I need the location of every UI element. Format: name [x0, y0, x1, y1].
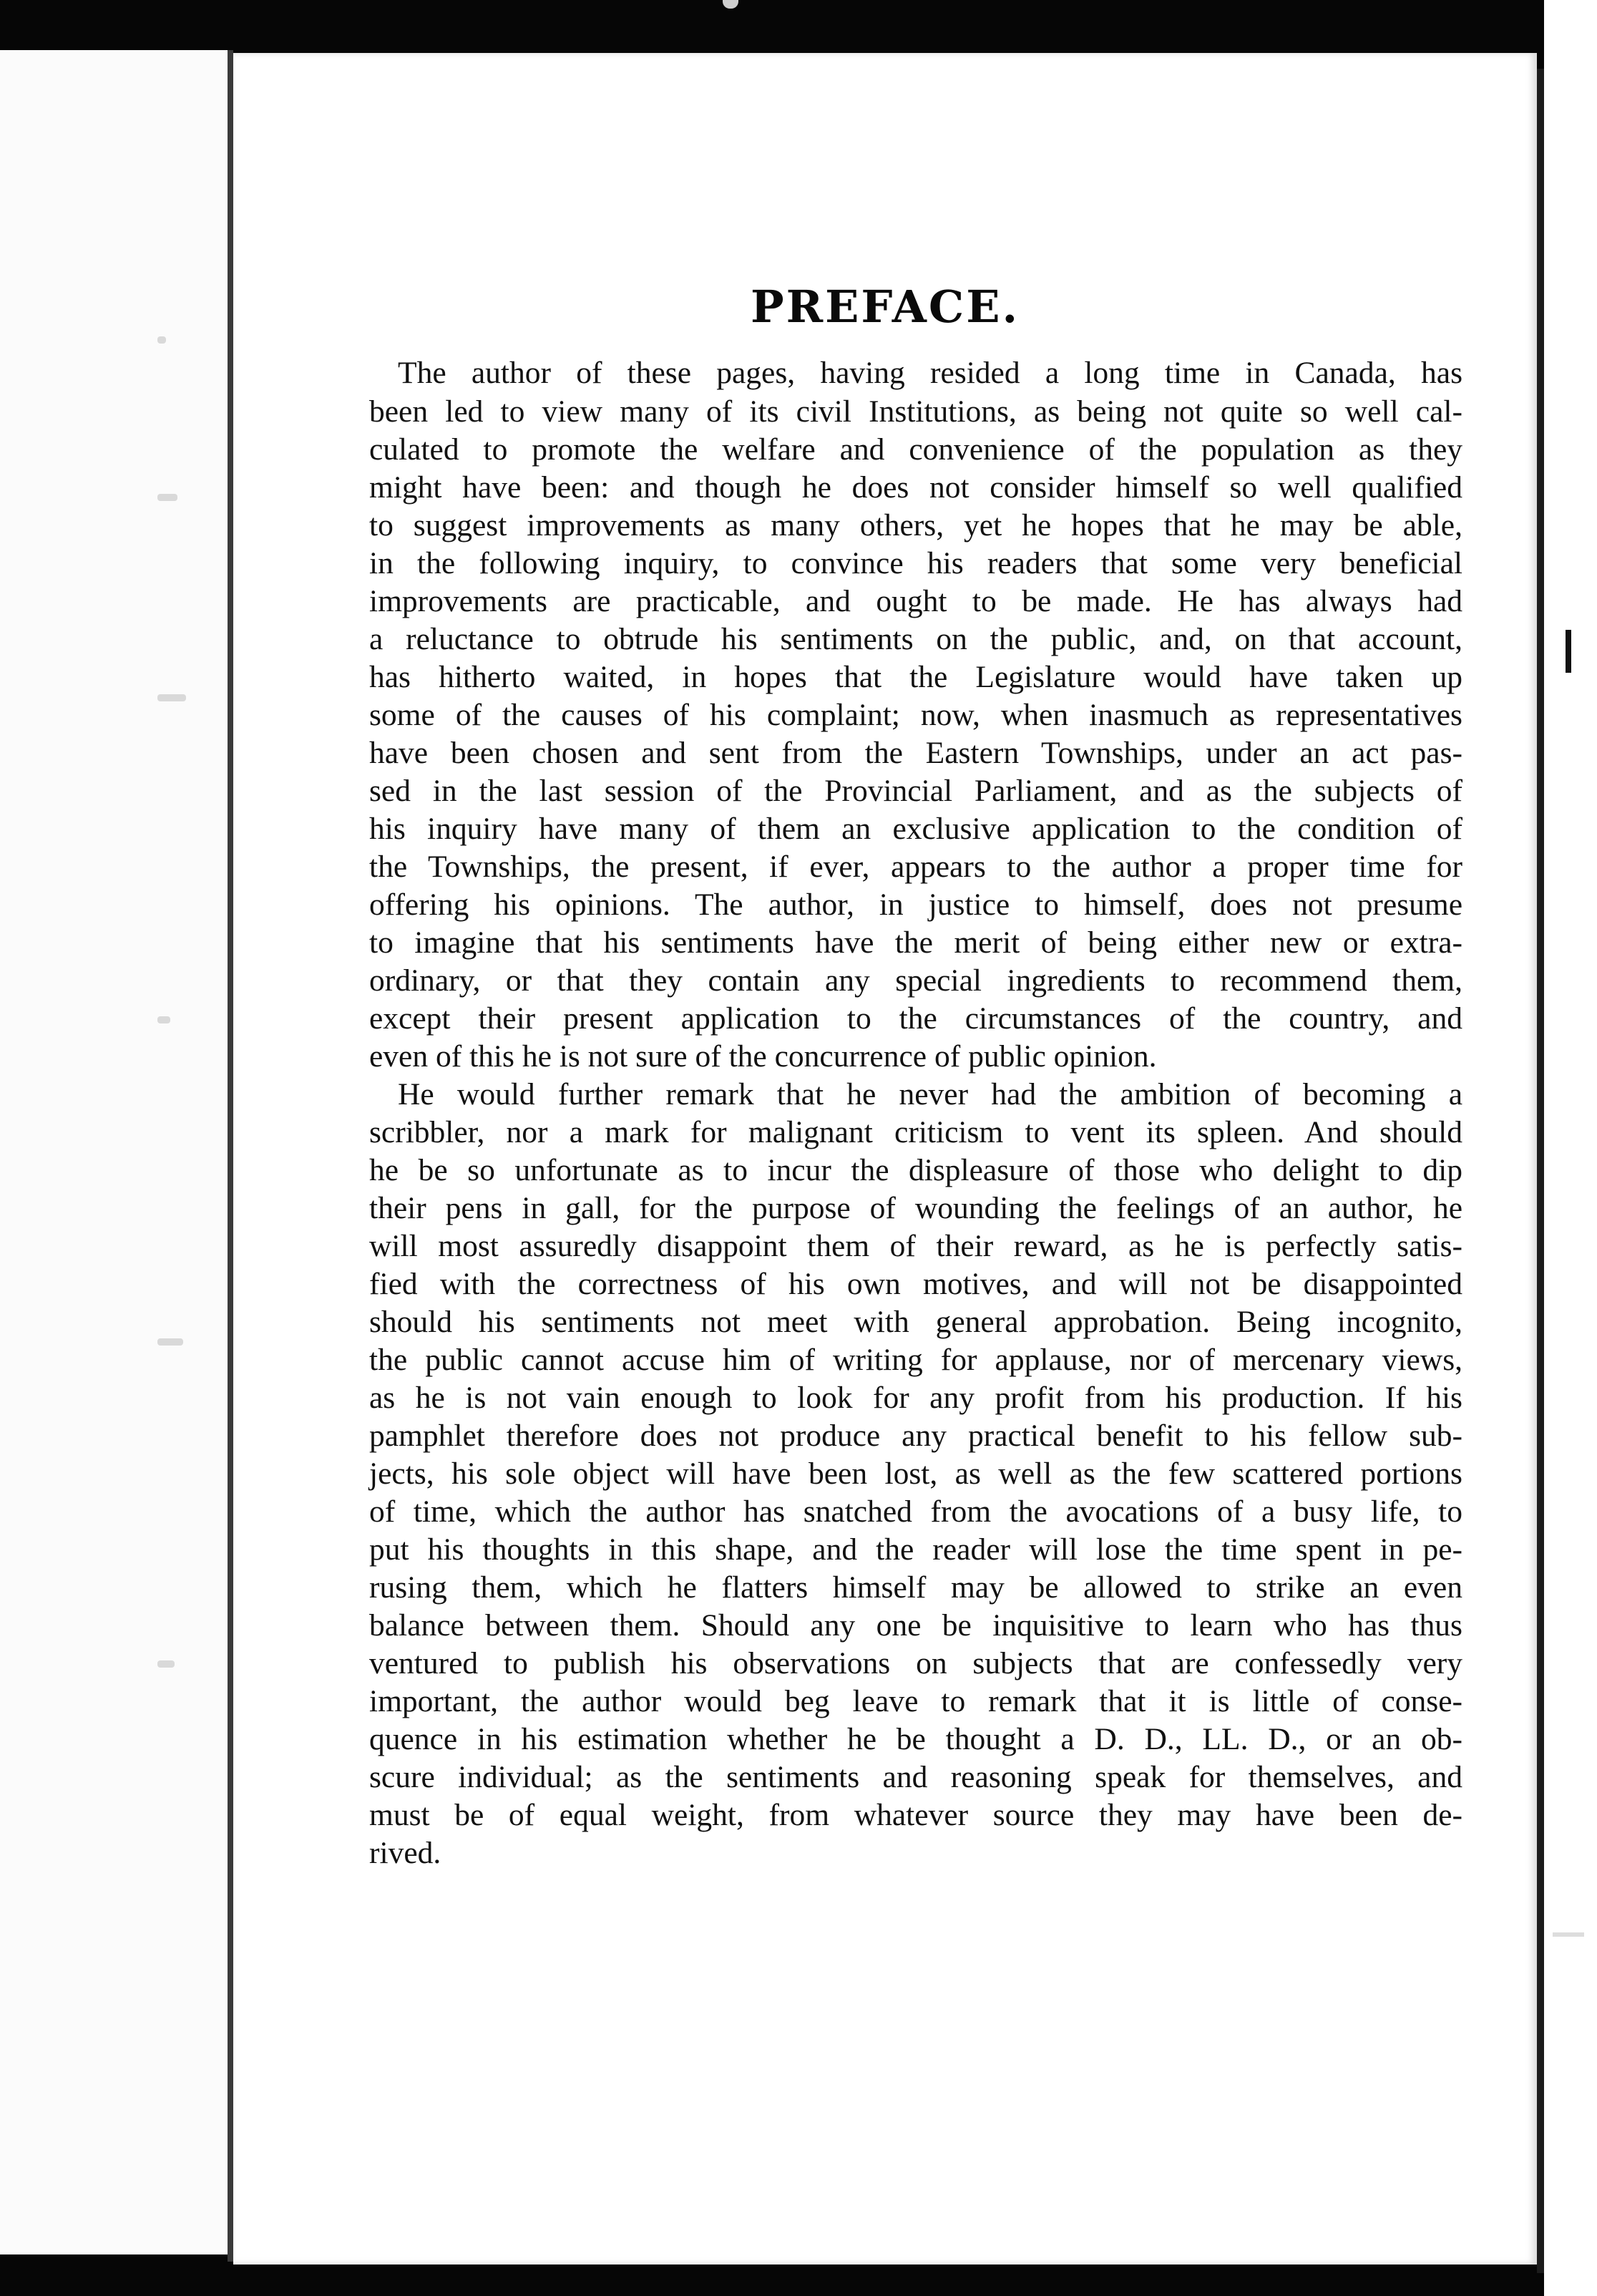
text-line: the public cannot accuse him of writing for applause, nor of mercenary views,	[369, 1343, 1462, 1377]
bleed-through-mark	[157, 336, 166, 344]
bleed-through-mark	[157, 1016, 170, 1023]
facing-page-edge	[0, 50, 228, 2254]
text-line: The author of these pages, having resided a long time in Canada, has	[398, 356, 1462, 390]
text-line: he be so unfortunate as to incur the displeasure of those who delight to dip	[369, 1153, 1462, 1187]
text-line: scure individual; as the sentiments and reasoning speak for themselves, and	[369, 1760, 1462, 1794]
text-line: to suggest improvements as many others, yet he hopes that he may be able,	[369, 508, 1462, 543]
text-line: a reluctance to obtrude his sentiments on the public, and, on that account,	[369, 622, 1462, 656]
text-line: might have been: and though he does not consider himself so well qualified	[369, 470, 1462, 505]
text-line: except their present application to the circumstances of the country, and	[369, 1001, 1462, 1036]
text-line: scribbler, nor a mark for malignant criticism to vent its spleen. And should	[369, 1115, 1462, 1149]
edge-mark	[1553, 1932, 1584, 1937]
text-line: pamphlet therefore does not produce any practical benefit to his fellow sub-	[369, 1419, 1462, 1453]
text-line: has hitherto waited, in hopes that the Legislature would have taken up	[369, 660, 1462, 694]
preface-page	[233, 53, 1537, 2265]
top-edge-mark	[723, 0, 738, 9]
book-gutter	[228, 50, 233, 2262]
text-line: even of this he is not sure of the concurrence of public opinion.	[369, 1039, 1157, 1074]
text-line: been led to view many of its civil Institutions, as being not quite so well cal-	[369, 394, 1462, 429]
text-line: some of the causes of his complaint; now, when inasmuch as representatives	[369, 698, 1462, 732]
text-line: important, the author would beg leave to remark that it is little of conse-	[369, 1684, 1462, 1718]
text-line: must be of equal weight, from whatever source they may have been de-	[369, 1798, 1462, 1832]
bleed-through-mark	[157, 694, 186, 701]
page-right-edge	[1537, 69, 1544, 2273]
text-line: rusing them, which he flatters himself may be allowed to strike an even	[369, 1570, 1462, 1605]
next-page-edge	[1544, 0, 1597, 2296]
text-line: of time, which the author has snatched from the avocations of a busy life, to	[369, 1494, 1462, 1529]
text-line: put his thoughts in this shape, and the reader will lose the time spent in pe-	[369, 1532, 1462, 1567]
text-line: quence in his estimation whether he be thought a D. D., LL. D., or an ob-	[369, 1722, 1462, 1756]
text-line: their pens in gall, for the purpose of wounding the feelings of an author, he	[369, 1191, 1462, 1225]
text-line: jects, his sole object will have been lost, as well as the few scattered portions	[369, 1456, 1462, 1491]
bleed-through-mark	[157, 494, 177, 501]
text-line: to imagine that his sentiments have the merit of being either new or extra-	[369, 925, 1462, 960]
text-line: improvements are practicable, and ought to be made. He has always had	[369, 584, 1462, 618]
text-line: balance between them. Should any one be inquisitive to learn who has thus	[369, 1608, 1462, 1643]
text-line: offering his opinions. The author, in justice to himself, does not presume	[369, 887, 1462, 922]
bleed-through-mark	[157, 1338, 183, 1346]
page-title: PREFACE.	[750, 281, 1020, 333]
text-line: ventured to publish his observations on subjects that are confessedly very	[369, 1646, 1462, 1680]
text-line: rived.	[369, 1836, 441, 1870]
edge-mark	[1566, 630, 1571, 673]
bleed-through-mark	[157, 1660, 175, 1668]
text-line: He would further remark that he never had the ambition of becoming a	[398, 1077, 1462, 1111]
text-line: in the following inquiry, to convince his readers that some very beneficial	[369, 546, 1462, 580]
text-line: as he is not vain enough to look for any profit from his production. If his	[369, 1381, 1462, 1415]
text-line: fied with the correctness of his own motives, and will not be disappointed	[369, 1267, 1462, 1301]
text-line: ordinary, or that they contain any special ingredients to recommend them,	[369, 963, 1462, 998]
text-line: his inquiry have many of them an exclusive application to the condition of	[369, 812, 1462, 846]
text-line: have been chosen and sent from the Eastern Townships, under an act pas-	[369, 736, 1462, 770]
text-line: will most assuredly disappoint them of their reward, as he is perfectly satis-	[369, 1229, 1462, 1263]
text-line: the Townships, the present, if ever, appears to the author a proper time for	[369, 850, 1462, 884]
text-line: sed in the last session of the Provincial Parliament, and as the subjects of	[369, 774, 1462, 808]
text-line: culated to promote the welfare and convenience of the population as they	[369, 432, 1462, 467]
text-line: should his sentiments not meet with general approbation. Being incognito,	[369, 1305, 1462, 1339]
